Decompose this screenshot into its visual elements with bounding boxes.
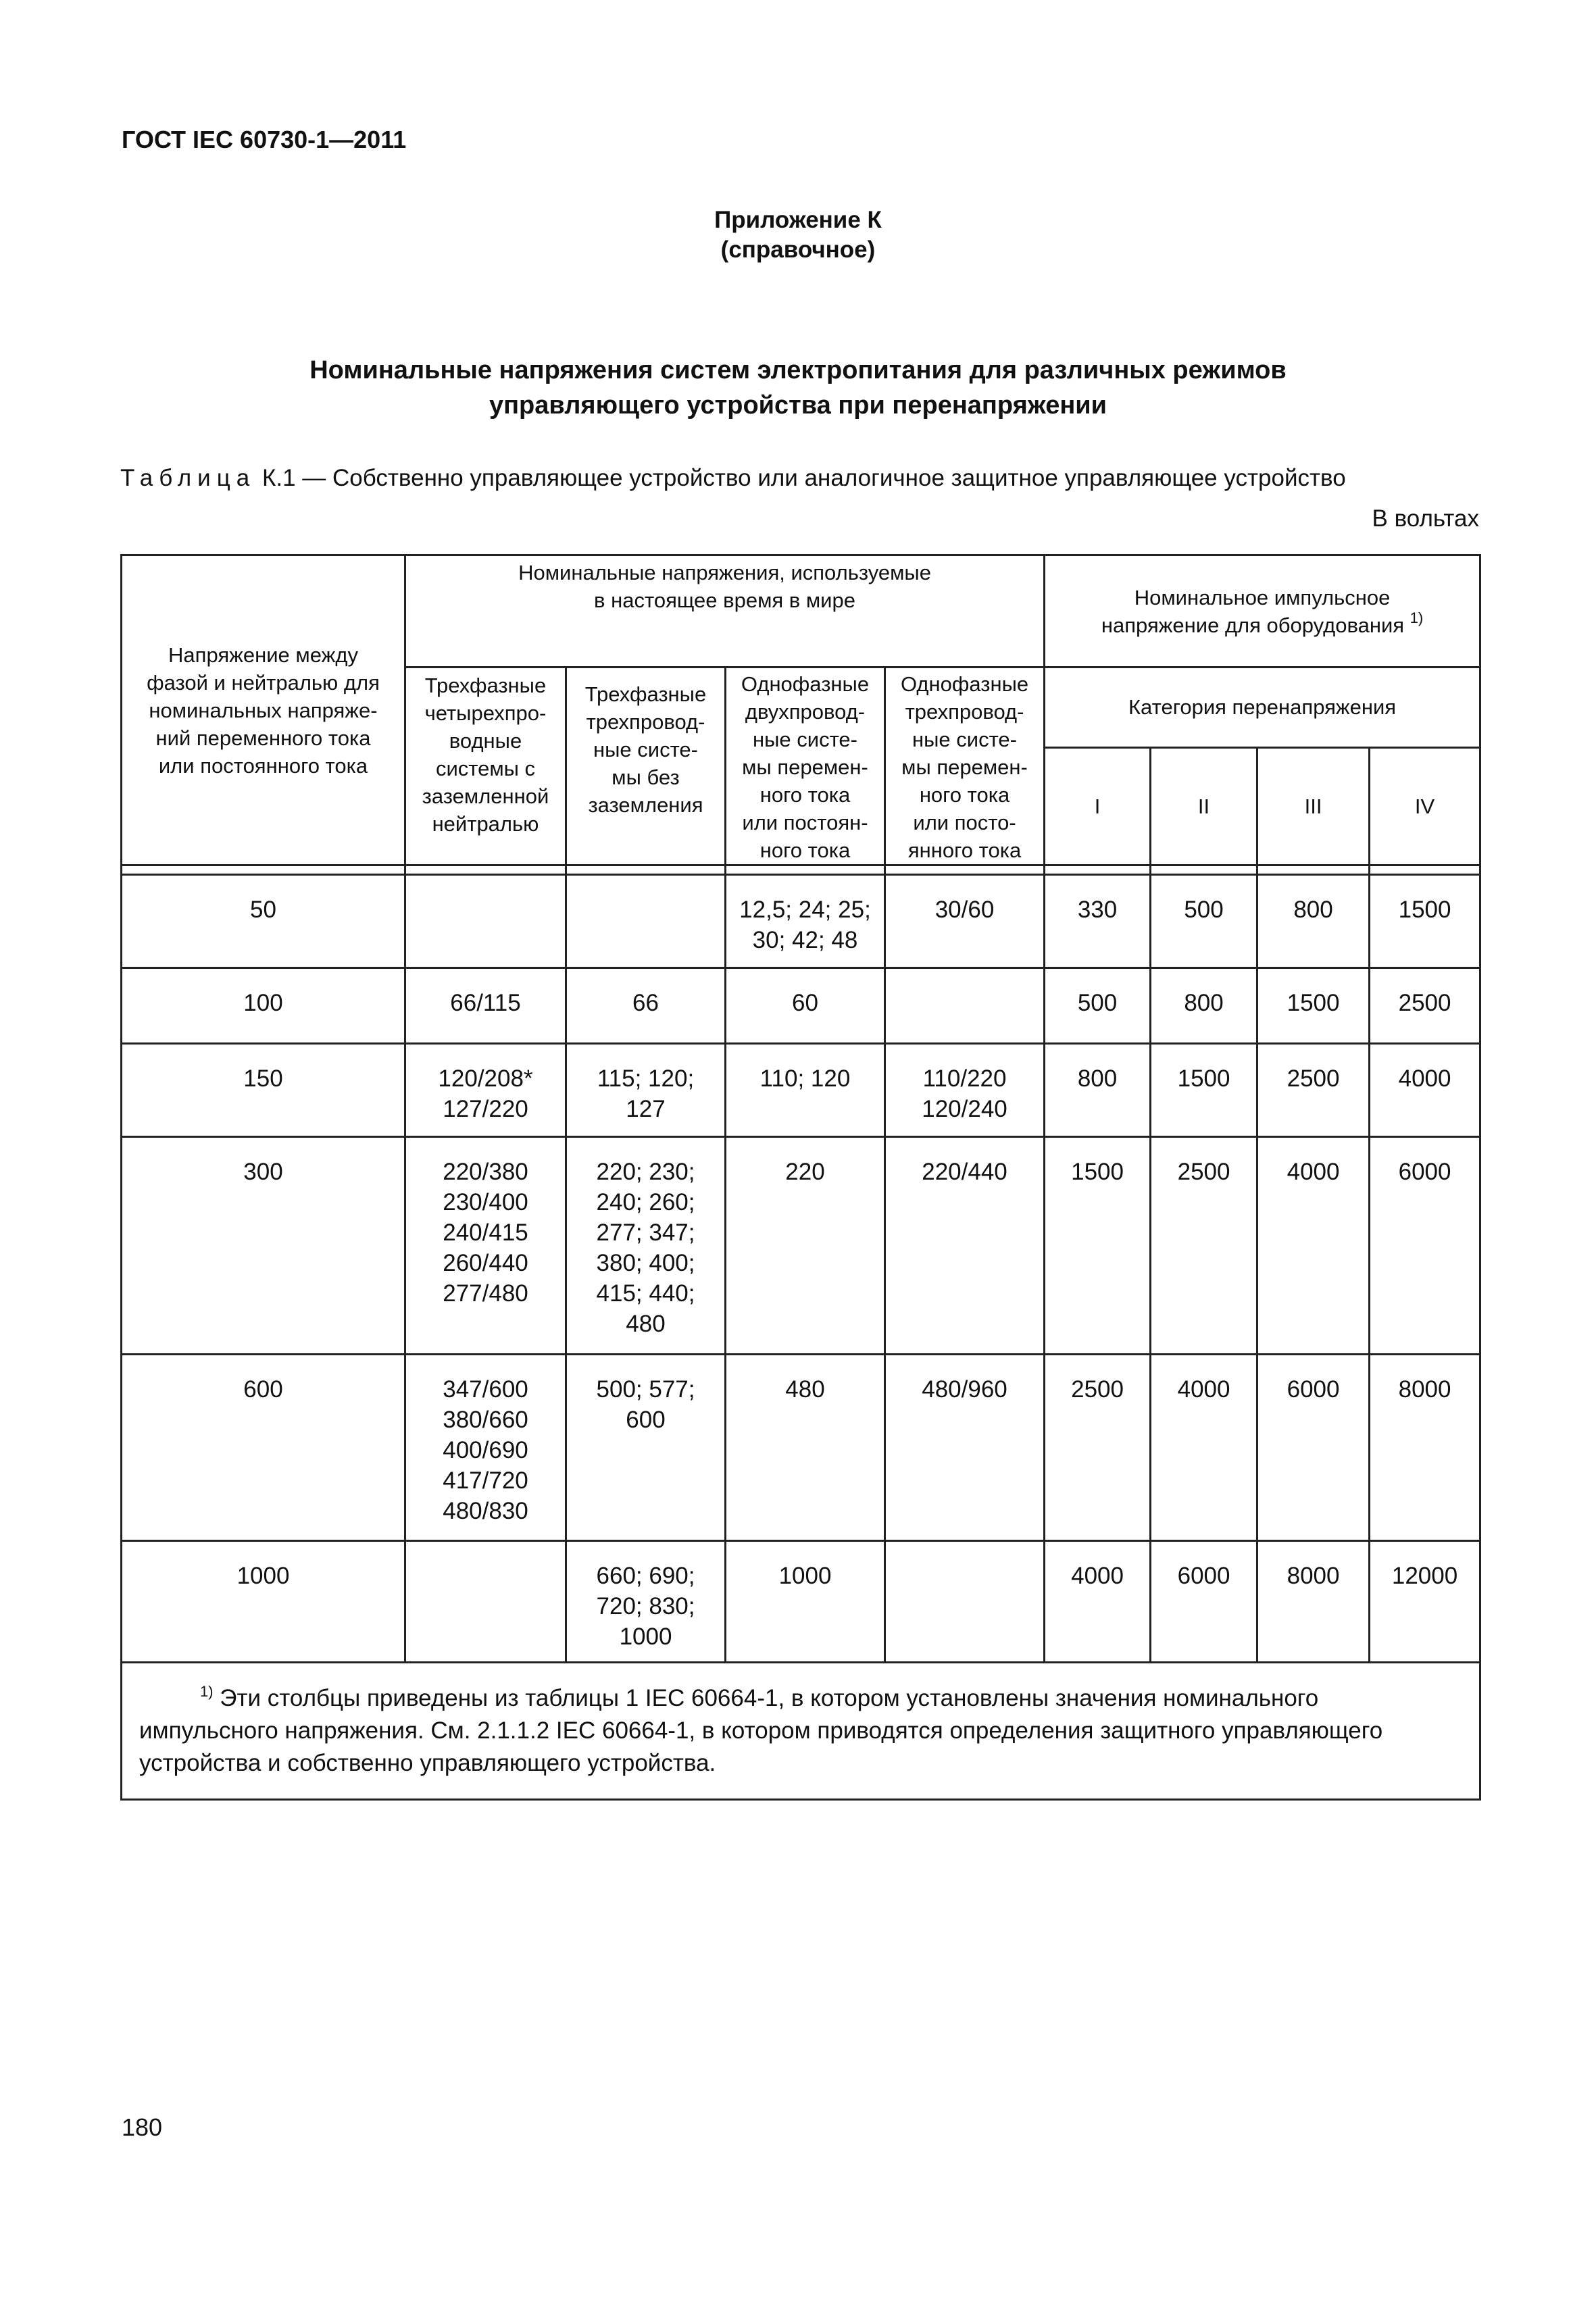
header-system-type-line: ного тока: [759, 783, 851, 807]
cell-impulse-voltage-cat-1: 500: [1045, 968, 1151, 1044]
cell-single-phase-two-wire-line: 1000: [778, 1563, 832, 1589]
cell-single-phase-three-wire: [885, 1541, 1045, 1663]
document-title: [0, 353, 1596, 423]
annex-heading: [0, 205, 1596, 265]
header-nominal-voltages-line: Номинальные напряжения, используемые: [518, 561, 931, 584]
cell-single-phase-three-wire-line: 120/240: [922, 1096, 1007, 1122]
cell-impulse-voltage-cat-4: 12000: [1370, 1541, 1480, 1663]
table-caption: [120, 465, 1346, 492]
cell-single-phase-three-wire: [885, 875, 1045, 968]
annex-title: Приложение К: [714, 207, 882, 233]
cell-three-phase-four-wire: [405, 1137, 566, 1355]
cell-three-phase-three-wire-line: 277; 347;: [596, 1219, 695, 1246]
cell-three-phase-three-wire-line: 720; 830;: [596, 1593, 695, 1619]
header-impulse-voltage: [1045, 555, 1480, 668]
cell-three-phase-three-wire-line: 480: [626, 1311, 666, 1337]
header-category-iii: III: [1257, 747, 1370, 865]
header-system-type-line: мы без: [612, 765, 680, 789]
cell-three-phase-three-wire-line: 1000: [619, 1624, 672, 1650]
header-system-type-line: ные систе-: [753, 728, 857, 751]
cell-single-phase-two-wire: [726, 1541, 885, 1663]
cell-three-phase-three-wire-line: 220; 230;: [596, 1159, 695, 1185]
header-phase-neutral-line: фазой и нейтралью для: [147, 670, 380, 695]
cell-phase-neutral-voltage: 300: [122, 1137, 405, 1355]
header-system-type-line: ные систе-: [593, 738, 698, 761]
cell-impulse-voltage-cat-1: 1500: [1045, 1137, 1151, 1355]
cell-impulse-voltage-cat-4: 2500: [1370, 968, 1480, 1044]
header-system-type-line: ного тока: [919, 783, 1010, 807]
header-system-type-line: заземленной: [422, 784, 549, 808]
document-code: ГОСТ IEC 60730-1—2011: [122, 126, 407, 153]
cell-three-phase-four-wire-line: 400/690: [443, 1437, 528, 1463]
cell-phase-neutral-voltage: 100: [122, 968, 405, 1044]
cell-single-phase-three-wire: [885, 1137, 1045, 1355]
cell-three-phase-four-wire-line: 220/380: [443, 1159, 528, 1185]
cell-impulse-voltage-cat-2: 1500: [1151, 1044, 1257, 1137]
cell-single-phase-two-wire-line: 30; 42; 48: [752, 927, 858, 953]
footnote-mark: 1): [200, 1683, 214, 1700]
header-system-type-line: четырехпро-: [424, 701, 547, 725]
table-caption-text: К.1 — Собственно управляющее устройство или аналогичное защитное управляющее устройство: [255, 465, 1346, 491]
cell-three-phase-three-wire: [566, 875, 726, 968]
cell-impulse-voltage-cat-3: 1500: [1257, 968, 1370, 1044]
page-number: 180: [122, 2113, 163, 2141]
cell-three-phase-four-wire-line: 417/720: [443, 1467, 528, 1494]
cell-single-phase-two-wire: [726, 1355, 885, 1541]
header-single-phase-three-wire: [885, 668, 1045, 865]
table-row: [122, 875, 1480, 968]
cell-three-phase-three-wire: [566, 968, 726, 1044]
annex-subtitle: (справочное): [720, 236, 876, 263]
cell-phase-neutral-voltage: 150: [122, 1044, 405, 1137]
footnote-mark: 1): [1410, 609, 1424, 626]
cell-single-phase-three-wire-line: 220/440: [922, 1159, 1007, 1185]
header-system-type-line: двухпровод-: [745, 700, 866, 724]
cell-impulse-voltage-cat-3: 6000: [1257, 1355, 1370, 1541]
cell-three-phase-three-wire-line: 380; 400;: [596, 1250, 695, 1276]
header-system-type-line: ные систе-: [912, 728, 1018, 751]
cell-single-phase-two-wire: [726, 875, 885, 968]
cell-impulse-voltage-cat-1: 330: [1045, 875, 1151, 968]
cell-phase-neutral-voltage: 600: [122, 1355, 405, 1541]
cell-impulse-voltage-cat-3: 4000: [1257, 1137, 1370, 1355]
cell-impulse-voltage-cat-2: 800: [1151, 968, 1257, 1044]
table-row: [122, 1355, 1480, 1541]
cell-three-phase-four-wire-line: 260/440: [443, 1250, 528, 1276]
header-overvoltage-category: Категория перенапряжения: [1045, 668, 1480, 748]
cell-single-phase-two-wire: [726, 1137, 885, 1355]
cell-impulse-voltage-cat-2: 500: [1151, 875, 1257, 968]
cell-single-phase-two-wire: [726, 1044, 885, 1137]
cell-three-phase-four-wire-line: 380/660: [443, 1407, 528, 1433]
header-system-type-line: трехпровод-: [586, 710, 705, 734]
header-separator: [122, 865, 1480, 875]
cell-single-phase-three-wire: [885, 968, 1045, 1044]
cell-single-phase-three-wire-line: 30/60: [934, 897, 995, 923]
cell-three-phase-four-wire: [405, 968, 566, 1044]
unit-note: В вольтах: [1372, 505, 1479, 532]
cell-three-phase-three-wire-line: 240; 260;: [596, 1189, 695, 1215]
cell-three-phase-four-wire-line: 480/830: [443, 1498, 528, 1524]
header-system-type-line: заземления: [588, 793, 703, 817]
cell-three-phase-four-wire-line: 240/415: [443, 1219, 528, 1246]
cell-single-phase-three-wire-line: 480/960: [922, 1376, 1007, 1403]
header-system-type-line: Однофазные: [741, 672, 870, 696]
cell-three-phase-three-wire-line: 500; 577;: [596, 1376, 695, 1403]
header-system-type-line: ного тока: [759, 838, 851, 862]
cell-three-phase-four-wire: [405, 1044, 566, 1137]
cell-single-phase-two-wire: [726, 968, 885, 1044]
header-system-type-line: Трехфазные: [584, 682, 707, 706]
document-title-line-2: управляющего устройства при перенапряжении: [489, 391, 1107, 420]
cell-impulse-voltage-cat-3: 8000: [1257, 1541, 1370, 1663]
header-system-type-line: янного тока: [907, 838, 1022, 862]
cell-single-phase-three-wire: [885, 1044, 1045, 1137]
header-system-type-line: водные: [449, 729, 522, 753]
header-phase-neutral-line: или постоянного тока: [158, 753, 368, 778]
header-nominal-voltages-in-use: [405, 555, 1045, 668]
cell-impulse-voltage-cat-2: 4000: [1151, 1355, 1257, 1541]
header-category-iv: IV: [1370, 747, 1480, 865]
cell-three-phase-four-wire: [405, 875, 566, 968]
header-system-type-line: или постоян-: [742, 811, 868, 834]
document-title-line-1: Номинальные напряжения систем электропитания для различных режимов: [309, 356, 1287, 384]
cell-three-phase-four-wire-line: 66/115: [450, 990, 521, 1016]
cell-three-phase-three-wire-line: 415; 440;: [596, 1280, 695, 1307]
header-system-type-line: или посто-: [913, 811, 1016, 834]
header-system-type-line: Трехфазные: [424, 674, 547, 697]
cell-three-phase-three-wire-line: 127: [626, 1096, 666, 1122]
cell-three-phase-four-wire-line: 347/600: [443, 1376, 528, 1403]
table-footnote: [122, 1663, 1480, 1800]
cell-three-phase-three-wire: [566, 1044, 726, 1137]
cell-three-phase-three-wire-line: 115; 120;: [597, 1065, 695, 1092]
header-phase-neutral-voltage: [122, 555, 405, 865]
header-category-i: I: [1045, 747, 1151, 865]
footnote-text: Эти столбцы приведены из таблицы 1 IEC 60664-1, в котором установлены значения номинального импульсного напряжения. См. 2.1.1.2 IEC 60664-1, в котором приводятся определения защитного управляющего устройства и собственно управляющего устройства.: [139, 1685, 1383, 1776]
header-single-phase-two-wire: [726, 668, 885, 865]
cell-impulse-voltage-cat-1: 2500: [1045, 1355, 1151, 1541]
cell-three-phase-three-wire-line: 660; 690;: [596, 1563, 695, 1589]
cell-single-phase-two-wire-line: 12,5; 24; 25;: [739, 897, 871, 923]
cell-three-phase-four-wire-line: 230/400: [443, 1189, 528, 1215]
header-system-type-line: Однофазные: [900, 672, 1029, 696]
cell-single-phase-three-wire: [885, 1355, 1045, 1541]
cell-impulse-voltage-cat-4: 8000: [1370, 1355, 1480, 1541]
header-system-type-line: трехпровод-: [905, 700, 1024, 724]
voltage-table: [120, 554, 1481, 1801]
cell-phase-neutral-voltage: 1000: [122, 1541, 405, 1663]
header-system-type-line: мы перемен-: [742, 755, 868, 779]
cell-single-phase-two-wire-line: 480: [785, 1376, 825, 1403]
header-category-ii: II: [1151, 747, 1257, 865]
header-impulse-voltage-line: напряжение для оборудования: [1101, 613, 1405, 637]
header-nominal-voltages-line: в настоящее время в мире: [594, 588, 855, 612]
table-row: [122, 1044, 1480, 1137]
cell-single-phase-two-wire-line: 60: [792, 990, 818, 1016]
cell-phase-neutral-voltage: 50: [122, 875, 405, 968]
cell-single-phase-three-wire-line: 110/220: [922, 1065, 1007, 1092]
header-system-type-line: мы перемен-: [901, 755, 1028, 779]
cell-three-phase-three-wire: [566, 1355, 726, 1541]
header-system-type-line: системы с: [435, 757, 536, 780]
cell-three-phase-three-wire-line: 600: [626, 1407, 666, 1433]
cell-impulse-voltage-cat-4: 6000: [1370, 1137, 1480, 1355]
cell-three-phase-four-wire-line: 277/480: [443, 1280, 528, 1307]
cell-three-phase-three-wire: [566, 1541, 726, 1663]
cell-three-phase-four-wire-line: 127/220: [443, 1096, 528, 1122]
header-impulse-voltage-line: Номинальное импульсное: [1134, 585, 1391, 609]
cell-three-phase-four-wire: [405, 1541, 566, 1663]
header-three-phase-four-wire: [405, 668, 566, 865]
cell-single-phase-two-wire-line: 110; 120: [759, 1065, 851, 1092]
cell-three-phase-three-wire: [566, 1137, 726, 1355]
header-system-type-line: нейтралью: [432, 812, 539, 836]
cell-impulse-voltage-cat-2: 6000: [1151, 1541, 1257, 1663]
cell-three-phase-three-wire-line: 66: [632, 990, 659, 1016]
cell-impulse-voltage-cat-1: 4000: [1045, 1541, 1151, 1663]
header-phase-neutral-line: ний переменного тока: [155, 726, 371, 750]
table-row: [122, 968, 1480, 1044]
header-phase-neutral-line: номинальных напряже-: [149, 698, 378, 722]
cell-impulse-voltage-cat-3: 2500: [1257, 1044, 1370, 1137]
table-caption-label: Таблица: [120, 465, 256, 491]
cell-impulse-voltage-cat-4: 1500: [1370, 875, 1480, 968]
cell-single-phase-two-wire-line: 220: [785, 1159, 825, 1185]
cell-three-phase-four-wire: [405, 1355, 566, 1541]
cell-impulse-voltage-cat-3: 800: [1257, 875, 1370, 968]
table-row: [122, 1137, 1480, 1355]
header-phase-neutral-line: Напряжение между: [168, 643, 358, 667]
header-three-phase-three-wire: [566, 668, 726, 865]
cell-impulse-voltage-cat-1: 800: [1045, 1044, 1151, 1137]
cell-impulse-voltage-cat-2: 2500: [1151, 1137, 1257, 1355]
cell-impulse-voltage-cat-4: 4000: [1370, 1044, 1480, 1137]
table-row: [122, 1541, 1480, 1663]
cell-three-phase-four-wire-line: 120/208*: [438, 1065, 533, 1092]
